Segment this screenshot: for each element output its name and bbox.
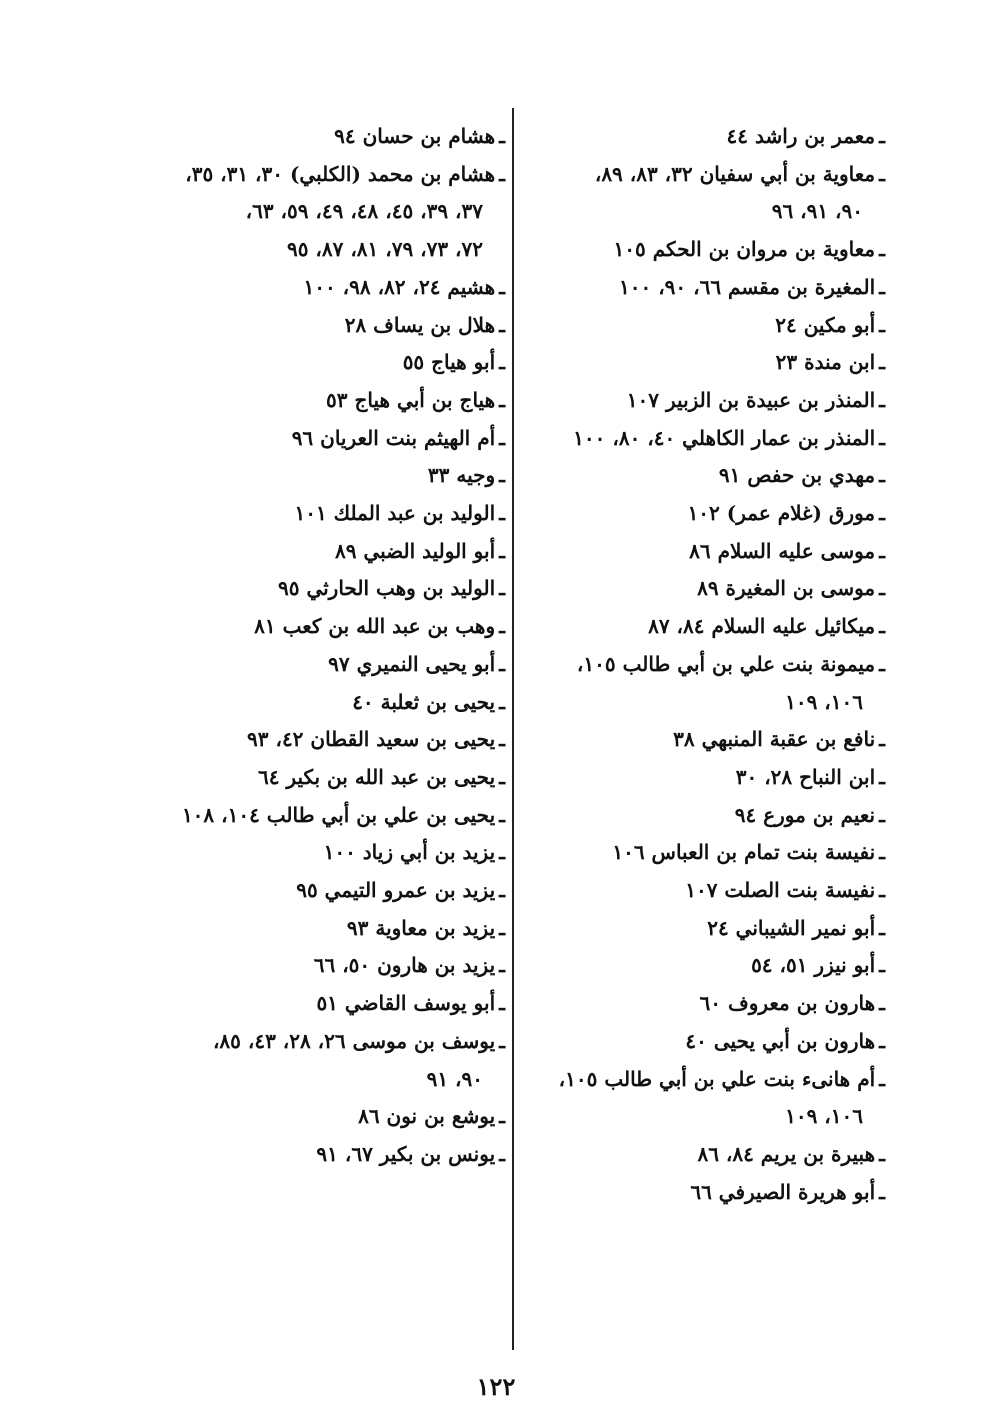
entry-text: المنذر بن عمار الكاهلي ٤٠، ٨٠، ١٠٠ xyxy=(573,425,876,450)
index-column-left xyxy=(130,118,505,1174)
index-entry-continuation xyxy=(520,1098,885,1136)
index-entry xyxy=(520,344,885,382)
index-entry xyxy=(130,947,505,985)
entry-dash: ـ xyxy=(879,878,885,903)
entry-text: أبو هريرة الصيرفي ٦٦ xyxy=(690,1179,876,1204)
index-entry xyxy=(130,344,505,382)
index-entry xyxy=(130,646,505,684)
entry-dash: ـ xyxy=(499,1028,505,1053)
index-entry xyxy=(130,759,505,797)
entry-dash: ـ xyxy=(499,878,505,903)
index-entry xyxy=(520,307,885,345)
entry-text: أبو هياج ٥٥ xyxy=(402,350,496,375)
entry-dash: ـ xyxy=(499,387,505,412)
entry-dash: ـ xyxy=(879,1179,885,1204)
index-entry-continuation xyxy=(130,193,505,231)
index-entry xyxy=(520,1174,885,1212)
entry-dash: ـ xyxy=(879,764,885,789)
index-entry xyxy=(520,872,885,910)
entry-dash: ـ xyxy=(879,576,885,601)
index-entry xyxy=(520,118,885,156)
entry-text: معاوية بن مروان بن الحكم ١٠٥ xyxy=(613,237,876,262)
entry-text: المنذر بن عبيدة بن الزبير ١٠٧ xyxy=(626,387,876,412)
index-entry-continuation xyxy=(520,193,885,231)
entry-text: نفيسة بنت الصلت ١٠٧ xyxy=(685,878,876,903)
entry-text: يحيى بن عبد الله بن بكير ٦٤ xyxy=(257,764,496,789)
entry-text: أبو يحيى النميري ٩٧ xyxy=(328,651,496,676)
entry-dash: ـ xyxy=(499,802,505,827)
entry-dash: ـ xyxy=(879,802,885,827)
index-entry xyxy=(520,570,885,608)
entry-dash: ـ xyxy=(499,425,505,450)
index-entry xyxy=(520,495,885,533)
index-entry xyxy=(130,721,505,759)
entry-dash: ـ xyxy=(499,1104,505,1129)
entry-dash: ـ xyxy=(879,425,885,450)
entry-dash: ـ xyxy=(499,576,505,601)
entry-dash: ـ xyxy=(499,727,505,752)
index-entry xyxy=(520,1023,885,1061)
entry-text: يزيد بن أبي زياد ١٠٠ xyxy=(323,840,496,865)
index-entry xyxy=(130,307,505,345)
index-entry xyxy=(520,797,885,835)
entry-text: ٣٧، ٣٩، ٤٥، ٤٨، ٤٩، ٥٩، ٦٣، xyxy=(245,199,483,224)
entry-dash: ـ xyxy=(499,350,505,375)
index-entry xyxy=(130,910,505,948)
index-entry xyxy=(520,608,885,646)
entry-dash: ـ xyxy=(499,689,505,714)
entry-text: موسى بن المغيرة ٨٩ xyxy=(697,576,876,601)
index-entry xyxy=(130,533,505,571)
entry-dash: ـ xyxy=(499,538,505,563)
entry-text: المغيرة بن مقسم ٦٦، ٩٠، ١٠٠ xyxy=(619,274,876,299)
entry-text: يوسف بن موسى ٢٦، ٢٨، ٤٣، ٨٥، xyxy=(212,1028,496,1053)
index-entry xyxy=(130,570,505,608)
entry-dash: ـ xyxy=(499,651,505,676)
entry-dash: ـ xyxy=(879,312,885,337)
index-entry xyxy=(520,269,885,307)
entry-text: هلال بن يساف ٢٨ xyxy=(344,312,496,337)
entry-text: ميمونة بنت علي بن أبي طالب ١٠٥، xyxy=(576,651,876,676)
entry-text: ٩٠، ٩١، ٩٦ xyxy=(771,199,863,224)
entry-text: ميكائيل عليه السلام ٨٤، ٨٧ xyxy=(648,614,876,639)
entry-text: مورق (غلام عمر) ١٠٢ xyxy=(687,501,876,526)
entry-dash: ـ xyxy=(499,124,505,148)
entry-dash: ـ xyxy=(879,840,885,865)
index-entry xyxy=(130,797,505,835)
index-entry xyxy=(130,872,505,910)
entry-dash: ـ xyxy=(879,991,885,1016)
entry-dash: ـ xyxy=(879,124,885,148)
entry-text: أبو نيزر ٥١، ٥٤ xyxy=(751,953,876,978)
page-number: ١٢٢ xyxy=(476,1372,516,1401)
index-entry-continuation xyxy=(130,231,505,269)
entry-dash: ـ xyxy=(879,1141,885,1166)
index-entry xyxy=(520,382,885,420)
entry-text: يزيد بن عمرو التيمي ٩٥ xyxy=(296,878,496,903)
index-entry xyxy=(520,947,885,985)
entry-dash: ـ xyxy=(879,274,885,299)
entry-text: نعيم بن مورع ٩٤ xyxy=(734,802,876,827)
entry-dash: ـ xyxy=(879,387,885,412)
index-entry xyxy=(520,533,885,571)
entry-dash: ـ xyxy=(499,840,505,865)
entry-dash: ـ xyxy=(499,274,505,299)
entry-text: ١٠٦، ١٠٩ xyxy=(785,1104,863,1129)
entry-text: وهب بن عبد الله بن كعب ٨١ xyxy=(254,614,496,639)
entry-text: يزيد بن معاوية ٩٣ xyxy=(346,915,496,940)
index-entry xyxy=(130,608,505,646)
entry-text: يحيى بن سعيد القطان ٤٢، ٩٣ xyxy=(247,727,496,752)
index-entry xyxy=(130,1098,505,1136)
index-entry xyxy=(520,759,885,797)
index-entry xyxy=(130,1136,505,1174)
entry-dash: ـ xyxy=(879,501,885,526)
entry-text: ١٠٦، ١٠٩ xyxy=(785,689,863,714)
entry-text: هشام بن محمد (الكلبي) ٣٠، ٣١، ٣٥، xyxy=(185,161,496,186)
entry-dash: ـ xyxy=(879,1028,885,1053)
index-entry xyxy=(520,721,885,759)
entry-text: هبيرة بن يريم ٨٤، ٨٦ xyxy=(697,1141,876,1166)
entry-text: هياج بن أبي هياج ٥٣ xyxy=(326,387,496,412)
column-divider xyxy=(512,108,514,1350)
index-entry xyxy=(130,457,505,495)
index-entry xyxy=(520,985,885,1023)
entry-dash: ـ xyxy=(879,237,885,262)
entry-text: هشام بن حسان ٩٤ xyxy=(334,124,496,148)
entry-text: أم الهيثم بنت العريان ٩٦ xyxy=(291,425,496,450)
index-entry xyxy=(520,1061,885,1099)
index-entry xyxy=(520,910,885,948)
entry-text: أبو نمير الشيباني ٢٤ xyxy=(707,915,876,940)
entry-text: الوليد بن عبد الملك ١٠١ xyxy=(294,501,496,526)
entry-text: معمر بن راشد ٤٤ xyxy=(726,124,876,148)
entry-dash: ـ xyxy=(879,161,885,186)
entry-dash: ـ xyxy=(879,727,885,752)
entry-dash: ـ xyxy=(879,538,885,563)
index-entry xyxy=(520,1136,885,1174)
entry-text: موسى عليه السلام ٨٦ xyxy=(689,538,876,563)
entry-dash: ـ xyxy=(879,463,885,488)
index-entry xyxy=(130,269,505,307)
entry-dash: ـ xyxy=(499,915,505,940)
entry-text: الوليد بن وهب الحارثي ٩٥ xyxy=(278,576,496,601)
index-entry xyxy=(130,420,505,458)
index-entry xyxy=(520,834,885,872)
entry-dash: ـ xyxy=(499,312,505,337)
index-entry xyxy=(520,420,885,458)
entry-text: معاوية بن أبي سفيان ٣٢، ٨٣، ٨٩، xyxy=(594,161,876,186)
entry-dash: ـ xyxy=(879,350,885,375)
entry-dash: ـ xyxy=(879,614,885,639)
entry-text: يوشع بن نون ٨٦ xyxy=(358,1104,496,1129)
entry-text: هارون بن معروف ٦٠ xyxy=(699,991,876,1016)
index-entry xyxy=(520,231,885,269)
entry-text: هشيم ٢٤، ٨٢، ٩٨، ١٠٠ xyxy=(303,274,496,299)
entry-dash: ـ xyxy=(499,991,505,1016)
entry-text: ابن النباح ٢٨، ٣٠ xyxy=(735,764,876,789)
entry-text: نافع بن عقبة المنبهي ٣٨ xyxy=(673,727,876,752)
index-entry xyxy=(130,1023,505,1061)
index-entry xyxy=(520,156,885,194)
index-entry xyxy=(130,118,505,156)
index-entry-continuation xyxy=(520,684,885,722)
entry-text: يحيى بن علي بن أبي طالب ١٠٤، ١٠٨ xyxy=(181,802,496,827)
entry-text: مهدي بن حفص ٩١ xyxy=(718,463,876,488)
entry-dash: ـ xyxy=(499,501,505,526)
index-entry xyxy=(520,457,885,495)
entry-text: ٩٠، ٩١ xyxy=(426,1066,483,1091)
entry-text: أم هانىء بنت علي بن أبي طالب ١٠٥، xyxy=(558,1066,876,1091)
entry-dash: ـ xyxy=(499,1141,505,1166)
index-entry xyxy=(130,834,505,872)
entry-text: نفيسة بنت تمام بن العباس ١٠٦ xyxy=(612,840,876,865)
index-column-right xyxy=(520,118,885,1211)
entry-text: أبو الوليد الضبي ٨٩ xyxy=(335,538,496,563)
entry-text: أبو مكين ٢٤ xyxy=(775,312,876,337)
index-entry-continuation xyxy=(130,1061,505,1099)
entry-dash: ـ xyxy=(879,953,885,978)
entry-text: يزيد بن هارون ٥٠، ٦٦ xyxy=(313,953,496,978)
index-entry xyxy=(130,156,505,194)
entry-text: وجيه ٣٣ xyxy=(427,463,496,488)
index-entry xyxy=(130,382,505,420)
index-entry xyxy=(130,684,505,722)
index-entry xyxy=(130,985,505,1023)
entry-text: يونس بن بكير ٦٧، ٩١ xyxy=(316,1141,496,1166)
index-entry xyxy=(130,495,505,533)
entry-text: يحيى بن ثعلبة ٤٠ xyxy=(352,689,496,714)
entry-text: أبو يوسف القاضي ٥١ xyxy=(316,991,496,1016)
entry-text: ٧٢، ٧٣، ٧٩، ٨١، ٨٧، ٩٥ xyxy=(286,237,483,262)
entry-dash: ـ xyxy=(499,764,505,789)
entry-dash: ـ xyxy=(879,1066,885,1091)
entry-dash: ـ xyxy=(499,463,505,488)
entry-text: ابن مندة ٢٣ xyxy=(775,350,876,375)
entry-dash: ـ xyxy=(499,953,505,978)
index-entry xyxy=(520,646,885,684)
entry-dash: ـ xyxy=(879,915,885,940)
entry-dash: ـ xyxy=(499,161,505,186)
entry-dash: ـ xyxy=(879,651,885,676)
entry-text: هارون بن أبي يحيى ٤٠ xyxy=(685,1028,876,1053)
entry-dash: ـ xyxy=(499,614,505,639)
